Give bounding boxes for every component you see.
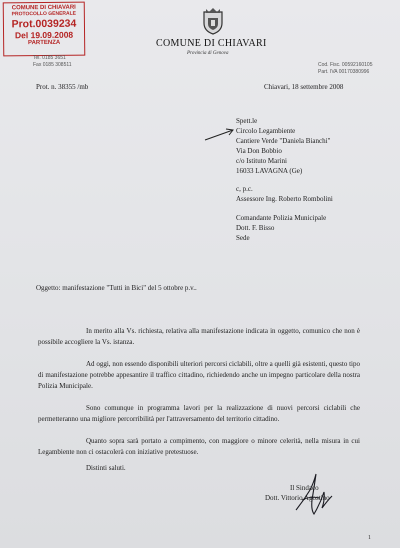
letterhead-piva: Part. IVA 00170380996 — [318, 69, 370, 75]
stamp-type: PARTENZA — [27, 39, 61, 47]
body-paragraph: Ad oggi, non essendo disponibili ulteriori percorsi ciclabili, oltre a quelli già esistenti, questo tipo di manifestazione potrebbe appesantire il traffico cittadino, richiedendo anche un impegno particolare della nostra Polizia Municipale. — [38, 360, 360, 390]
recipient-line: Via Don Bobbio — [236, 147, 282, 155]
letterhead-title: COMUNE DI CHIAVARI — [156, 38, 267, 49]
letterhead-fax: Fax 0185 308511 — [33, 62, 72, 68]
body-paragraph: In merito alla Vs. richiesta, relativa alla manifestazione indicata in oggetto, comunico che non è possibile accogliere la Vs. istanza. — [38, 327, 360, 346]
police-line: Sede — [236, 234, 250, 242]
police-line: Dott. F. Bisso — [236, 224, 275, 232]
body-paragraph: Sono comunque in programma lavori per la realizzazione di nuovi percorsi ciclabili che permetteranno una migliore percorribilità per l'attraversamento del territorio cittadino. — [38, 404, 360, 423]
subject-line: Oggetto: manifestazione "Tutti in Bici" del 5 ottobre p.v.. — [36, 284, 197, 292]
signature-role: Il Sindaco — [290, 484, 319, 492]
letterhead-subtitle: Provincia di Genova — [187, 51, 229, 56]
recipient-line: c/o Istituto Marini — [236, 157, 287, 165]
protocol-stamp — [3, 2, 86, 57]
coat-of-arms-icon — [198, 6, 228, 36]
recipient-line: Circolo Legambiente — [236, 127, 296, 135]
cc-line: Assessore Ing. Roberto Rombolini — [236, 195, 333, 203]
recipient-line: 16033 LAVAGNA (Ge) — [236, 167, 303, 175]
letterhead-cod-fisc: Cod. Fisc. 00592160105 — [318, 62, 373, 68]
body-paragraph: Quanto sopra sarà portato a compimento, con maggiore o minore celerità, nella misura in cui Legambiente non ci ostacolerà con iniziative pretestuose. — [38, 437, 360, 456]
cc-line: c, p.c. — [236, 185, 253, 193]
handwritten-signature — [290, 470, 334, 518]
recipient-line: Spett.le — [236, 117, 258, 125]
stamp-line-2: PROTOCOLLO GENERALE — [11, 10, 77, 18]
closing: Distinti saluti. — [86, 464, 126, 472]
police-line: Comandante Polizia Municipale — [236, 214, 327, 222]
place-date: Chiavari, 18 settembre 2008 — [264, 83, 344, 91]
letterhead-tel: Tel. 0185 3651 — [33, 55, 66, 61]
stamp-date: Del 19.09.2008 — [14, 29, 74, 40]
stamp-number: Prot.0039234 — [11, 17, 77, 31]
protocol-number: Prot. n. 38355 /mb — [36, 83, 89, 91]
signature-name: Dott. Vittorio Agostino — [265, 494, 330, 502]
stamp-line-1: COMUNE DI CHIAVARI — [11, 4, 76, 12]
arrow-annotation-icon — [204, 126, 236, 142]
page-number: 1 — [368, 535, 371, 541]
recipient-line: Cantiere Verde "Daniela Bianchi" — [236, 137, 331, 145]
